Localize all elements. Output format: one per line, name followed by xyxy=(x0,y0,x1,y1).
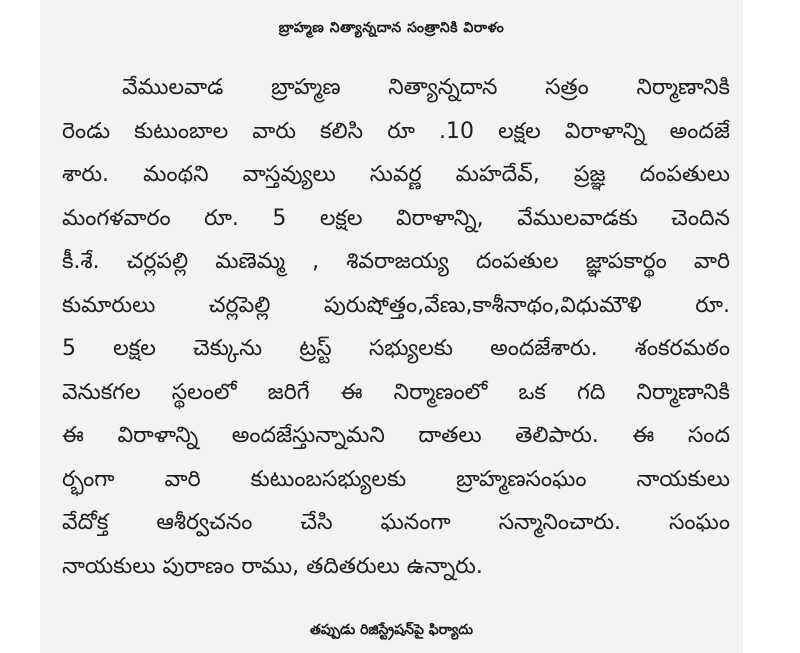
article-body xyxy=(62,66,730,588)
article-line: వేదోక్త ఆశీర్వచనం చేసి ఘనంగా సన్మానించారు. సంఘం xyxy=(62,510,730,535)
next-article-headline: తప్పుడు రిజిస్ట్రేషన్‌పై ఫిర్యాదు xyxy=(309,622,474,638)
article-line: రెండు కుటుంబాల వారు కలిసి రూ .10 లక్షల విరాళాన్ని అందజే xyxy=(62,118,730,144)
article-line: ఈ విరాళాన్ని అందజేస్తున్నామని దాతలు తెలిపారు. ఈ సంద xyxy=(62,423,730,448)
article-line: ర్భంగా వారి కుటుంబసభ్యులకు బ్రాహ్మణసంఘం నాయకులు xyxy=(62,466,730,492)
newspaper-clipping xyxy=(40,0,743,653)
article-line: 5 లక్షల చెక్కును ట్రస్ట్ సభ్యులకు అందజేశారు. శంకరమఠం xyxy=(62,336,730,361)
article-headline: బ్రాహ్మణ నిత్యాన్నదాన సంత్రానికి విరాళం xyxy=(278,20,505,36)
article-line: వెనుకగల స్థలంలో జరిగే ఈ నిర్మాణంలో ఒక గది నిర్మాణానికి xyxy=(62,379,730,405)
article-line: వేములవాడ బ్రాహ్మణ నిత్యాన్నదాన సత్రం నిర్మాణానికి xyxy=(122,75,730,100)
article-line: మంగళవారం రూ. 5 లక్షల విరాళాన్ని, వేములవాడకు చెందిన xyxy=(62,205,730,231)
article-line: నాయకులు పురాణం రాము, తదితరులు ఉన్నారు. xyxy=(62,553,483,579)
article-line: కీ.శే. చర్లపల్లి మణెమ్మ , శివరాజయ్య దంపతుల జ్ఞాపకార్థం వారి xyxy=(62,249,730,274)
article-line: శారు. మంథని వాస్తవ్యులు సువర్ణ మహదేవ్, ప్రజ్ఞ దంపతులు xyxy=(62,162,730,187)
article-line: కుమారులు చర్లపెల్లి పురుషోత్తం,వేణు,కాశీనాథం,విధుమౌళి రూ. xyxy=(62,292,730,318)
